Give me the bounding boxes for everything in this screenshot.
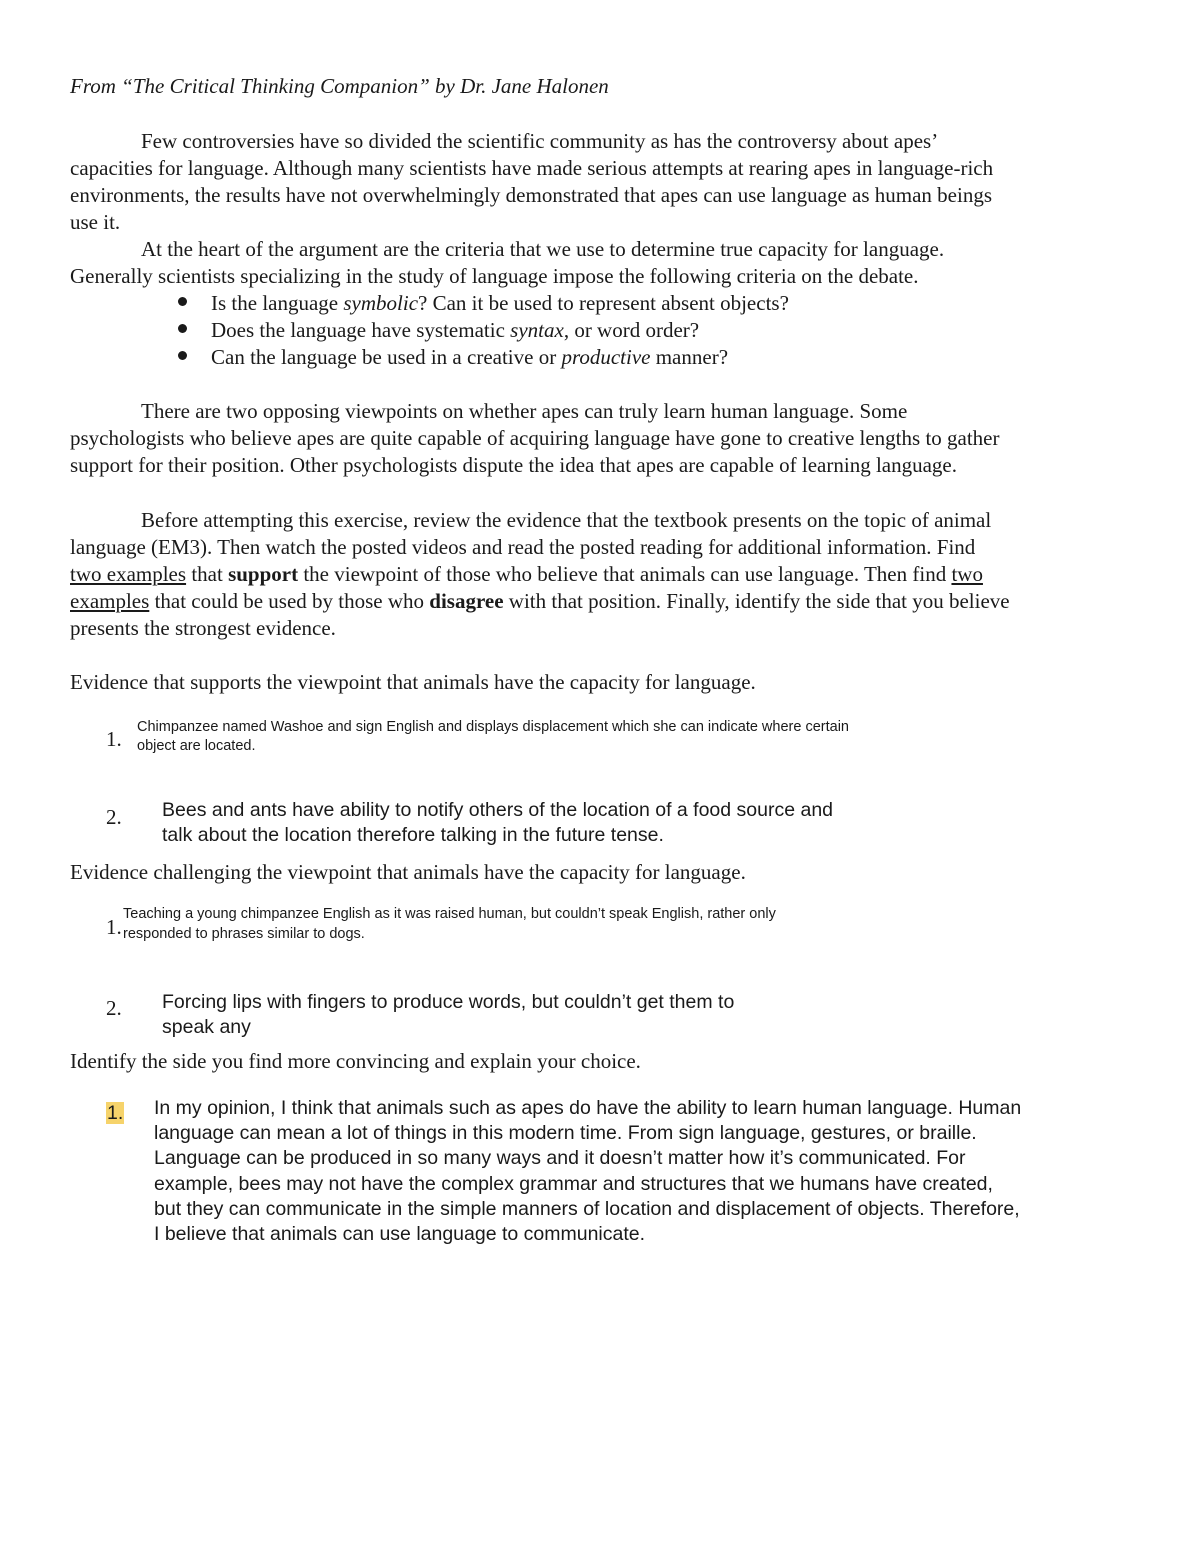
support-heading: Evidence that supports the viewpoint that animals have the capacity for language.: [70, 670, 756, 694]
intro-line: use it.: [70, 210, 121, 234]
support-item-number: 2.: [106, 805, 122, 829]
criteria-item: Can the language be used in a creative or productive manner?: [211, 345, 729, 369]
conclusion-line: In my opinion, I think that animals such as apes do have the ability to learn human language. Human: [154, 1097, 1022, 1119]
criteria-item: Is the language symbolic? Can it be used to represent absent objects?: [211, 291, 789, 315]
intro-line: At the heart of the argument are the criteria that we use to determine true capacity for language.: [141, 237, 945, 261]
conclusion-line: example, bees may not have the complex grammar and structures that we humans have created,: [154, 1173, 993, 1195]
support-item-2-line: talk about the location therefore talking in the future tense.: [162, 824, 664, 846]
challenge-heading: Evidence challenging the viewpoint that animals have the capacity for language.: [70, 860, 746, 884]
source-citation: From “The Critical Thinking Companion” by Dr. Jane Halonen: [70, 74, 609, 98]
instructions-line: presents the strongest evidence.: [70, 616, 336, 640]
conclusion-line: Language can be produced in so many ways and it doesn’t matter how it’s communicated. For: [154, 1147, 966, 1169]
instructions-line: two examples that support the viewpoint of those who believe that animals can use language. Then find two: [70, 562, 983, 586]
instructions-line: language (EM3). Then watch the posted videos and read the posted reading for additional information. Find: [70, 535, 976, 559]
highlight-mark: 1.: [107, 1102, 124, 1124]
challenge-item-2-line: Forcing lips with fingers to produce words, but couldn’t get them to: [162, 991, 735, 1013]
support-item-1-line: Chimpanzee named Washoe and sign English and displays displacement which she can indicate where certain: [137, 719, 849, 735]
challenge-item-1-line: Teaching a young chimpanzee English as it was raised human, but couldn’t speak English, rather only: [123, 906, 776, 922]
challenge-item-2-line: speak any: [162, 1016, 251, 1038]
conclusion-line: I believe that animals can use language to communicate.: [154, 1223, 646, 1245]
bullet-icon: [178, 324, 187, 333]
support-item-number: 1.: [106, 727, 122, 751]
conclusion-number: [106, 1101, 124, 1126]
challenge-item-number: 1.: [106, 915, 122, 939]
viewpoints-line: psychologists who believe apes are quite capable of acquiring language have gone to creative lengths to gather: [70, 426, 1000, 450]
instructions-line: examples that could be used by those who disagree with that position. Finally, identify the side that you believe: [70, 589, 1010, 613]
intro-line: Few controversies have so divided the scientific community as has the controversy about apes’: [141, 129, 939, 153]
bullet-icon: [178, 351, 187, 360]
conclusion-line: language can mean a lot of things in this modern time. From sign language, gestures, or braille.: [154, 1122, 977, 1144]
intro-line: Generally scientists specializing in the study of language impose the following criteria on the debate.: [70, 264, 919, 288]
challenge-item-number: 2.: [106, 996, 122, 1020]
intro-line: environments, the results have not overwhelmingly demonstrated that apes can use language as human beings: [70, 183, 993, 207]
criteria-item: Does the language have systematic syntax, or word order?: [211, 318, 700, 342]
instructions-line: Before attempting this exercise, review the evidence that the textbook presents on the topic of animal: [141, 508, 992, 532]
conclusion-heading: Identify the side you find more convincing and explain your choice.: [70, 1049, 641, 1073]
conclusion-line: but they can communicate in the simple manners of location and displacement of objects. Therefore,: [154, 1198, 1020, 1220]
viewpoints-line: support for their position. Other psychologists dispute the idea that apes are capable of learning language.: [70, 453, 957, 477]
bullet-icon: [178, 297, 187, 306]
viewpoints-line: There are two opposing viewpoints on whether apes can truly learn human language. Some: [141, 399, 908, 423]
support-item-2-line: Bees and ants have ability to notify others of the location of a food source and: [162, 799, 834, 821]
intro-line: capacities for language. Although many scientists have made serious attempts at rearing apes in language-rich: [70, 156, 994, 180]
support-item-1-line: object are located.: [137, 738, 256, 754]
challenge-item-1-line: responded to phrases similar to dogs.: [123, 926, 365, 942]
